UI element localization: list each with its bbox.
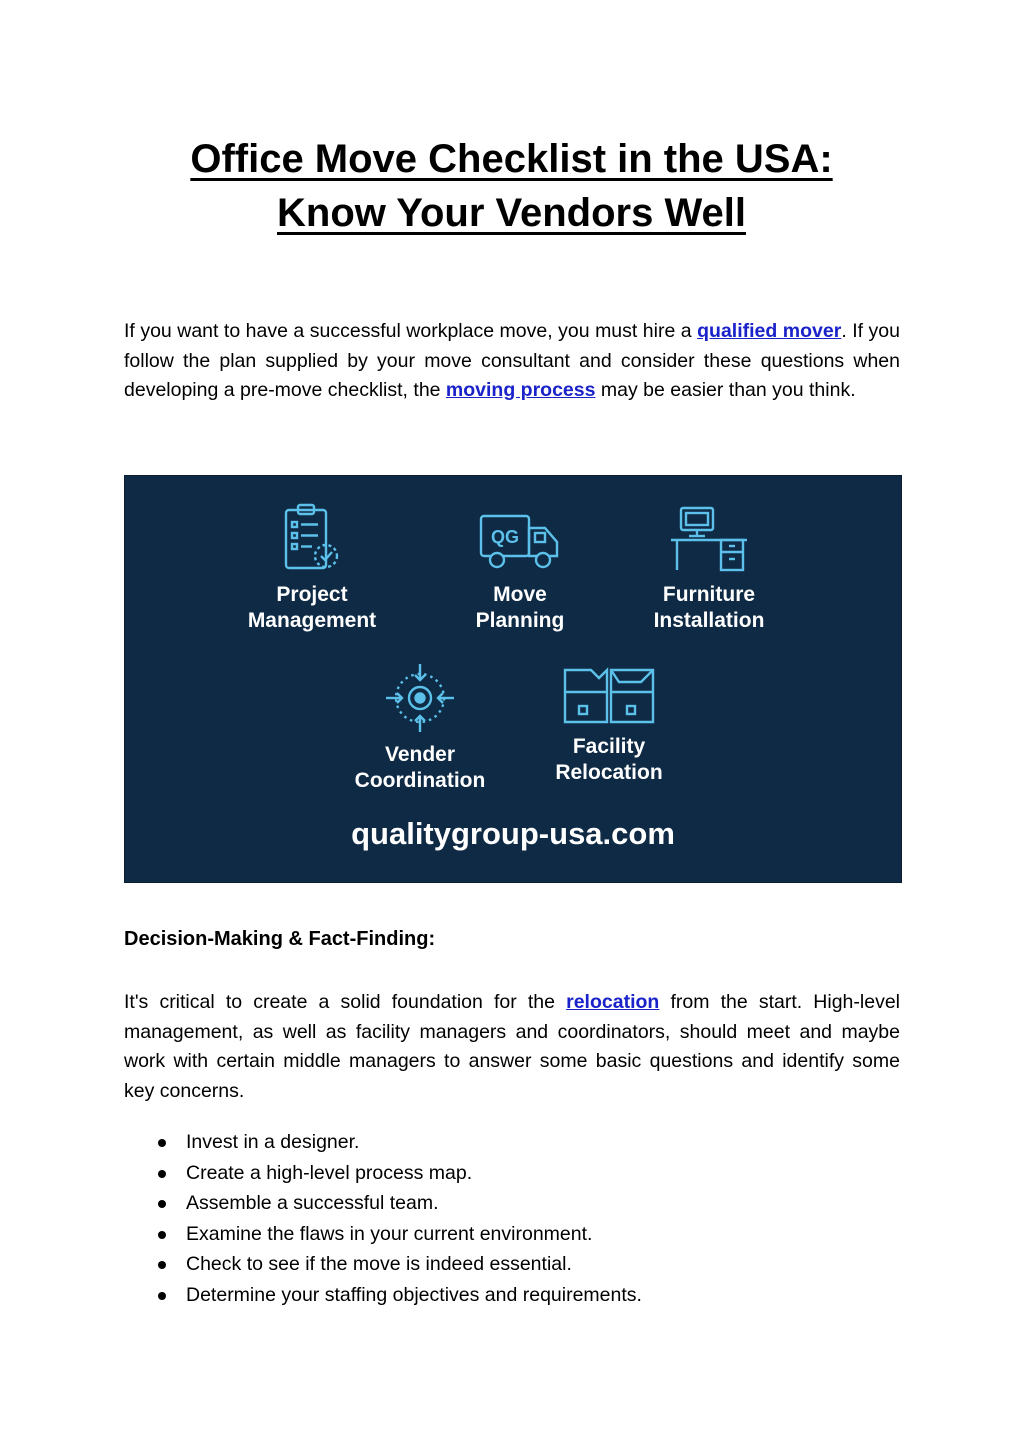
section-paragraph xyxy=(124,988,900,1106)
service-project-management xyxy=(212,502,412,634)
page-title xyxy=(0,132,1023,240)
services-banner-image xyxy=(124,475,902,883)
list-item: Assemble a successful team. xyxy=(124,1188,900,1219)
section-heading: Decision-Making & Fact-Finding: xyxy=(124,928,436,950)
intro-text-2: . If you follow the plan supplied by your move consultant and consider these questions when developing a pre-move checklist, the xyxy=(124,320,900,401)
section-text-1: It's critical to create a solid foundation for the xyxy=(124,991,567,1013)
moving-process-link[interactable]: moving process xyxy=(445,379,596,401)
checklist xyxy=(124,1127,900,1311)
service-label: Move Planning xyxy=(475,583,565,632)
service-label: Furniture Installation xyxy=(653,583,765,632)
title-line-1: Office Move Checklist in the USA: xyxy=(190,137,833,181)
qualified-mover-link[interactable]: qualified mover xyxy=(697,320,842,342)
service-furniture-installation xyxy=(609,502,809,634)
intro-paragraph xyxy=(124,317,900,406)
service-facility-relocation xyxy=(509,666,709,786)
intro-text-3: may be easier than you think. xyxy=(595,379,856,401)
clipboard-checklist-icon xyxy=(280,502,344,574)
boxes-icon xyxy=(561,666,657,726)
list-item: Examine the flaws in your current environment. xyxy=(124,1219,900,1250)
service-vender-coordination xyxy=(320,662,520,794)
title-line-2: Know Your Vendors Well xyxy=(277,191,746,235)
list-item: Determine your staffing objectives and requirements. xyxy=(124,1280,900,1311)
moving-truck-icon xyxy=(477,502,563,574)
section-text-2: from the start. High-level management, as well as facility managers and coordinators, should meet and maybe work with certain middle managers to answer some basic questions and identify some key concerns. xyxy=(124,991,900,1102)
desk-computer-icon xyxy=(667,502,751,574)
service-label: Facility Relocation xyxy=(555,735,663,784)
list-item: Check to see if the move is indeed essential. xyxy=(124,1249,900,1280)
banner-domain: qualitygroup-usa.com xyxy=(351,816,675,851)
service-move-planning xyxy=(420,502,620,634)
service-label: Vender Coordination xyxy=(354,743,486,792)
intro-text-1: If you want to have a successful workplace move, you must hire a xyxy=(124,320,698,342)
relocation-link[interactable]: relocation xyxy=(566,991,660,1013)
target-arrows-icon xyxy=(383,662,457,734)
svg-text:QG: QG xyxy=(490,527,520,547)
list-item: Create a high-level process map. xyxy=(124,1158,900,1189)
list-item: Invest in a designer. xyxy=(124,1127,900,1158)
service-label: Project Management xyxy=(247,583,377,632)
